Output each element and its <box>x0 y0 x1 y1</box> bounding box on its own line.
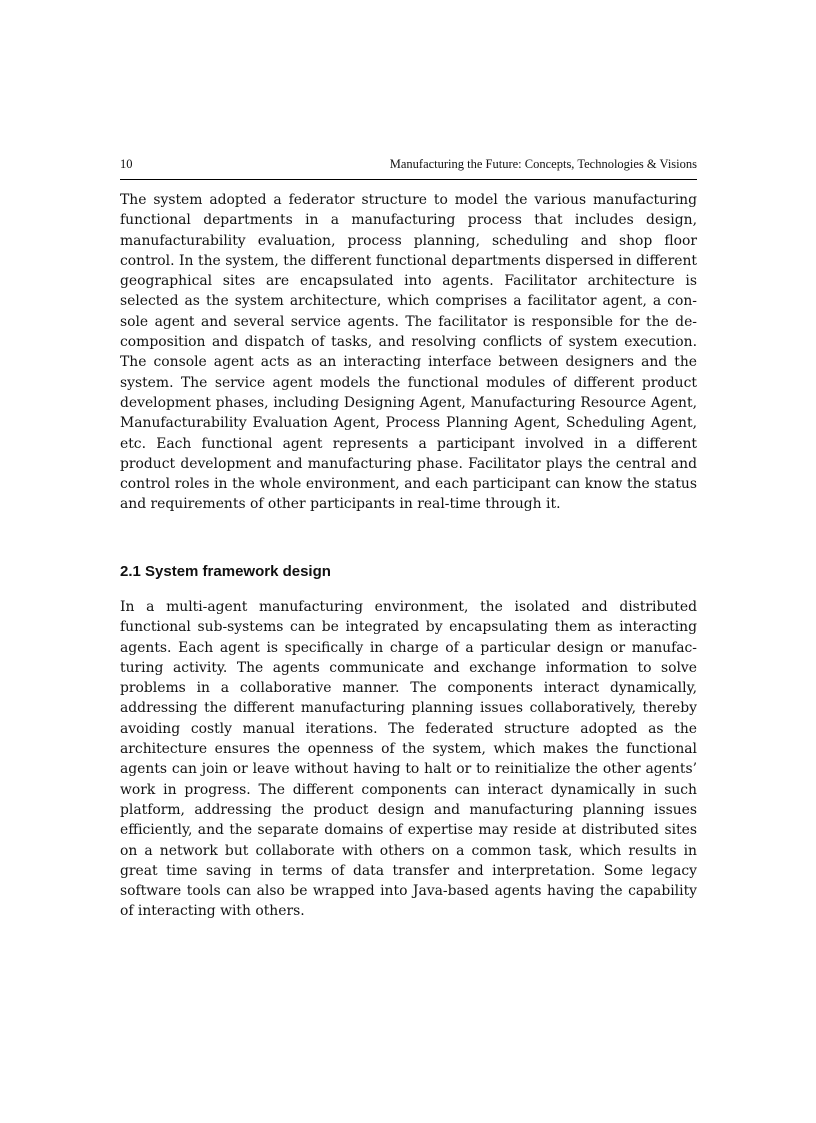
page-header <box>120 157 697 180</box>
body-paragraph-1: The system adopted a federator structure to model the various manufacturing functional departments in a manufacturing process that includes design, manufacturability evaluation, process planning, scheduling and shop floor control. In the system, the different functional departments dispersed in different geographical sites are encapsulated into agents. Facilitator architecture is selected as the system architecture, which comprises a facilitator agent, a console agent and several service agents. The facilitator is responsible for the decomposition and dispatch of tasks, and resolving conflicts of system execution. The console agent acts as an interacting interface between designers and the system. The service agent models the functional modules of different product development phases, including Designing Agent, Manufacturing Resource Agent, Manufacturability Evaluation Agent, Process Planning Agent, Scheduling Agent, etc. Each functional agent represents a participant involved in a different product development and manufacturing phase. Facilitator plays the central and control roles in the whole environment, and each participant can know the status and requirements of other participants in real-time through it. <box>120 192 697 513</box>
page-number: 10 <box>120 157 133 171</box>
section-heading: 2.1 System framework design <box>120 563 331 580</box>
body-paragraph-2: In a multi-agent manufacturing environment, the isolated and distributed functional sub-systems can be integrated by encapsulating them as interacting agents. Each agent is specifically in charge of a particular design or manufacturing activity. The agents communicate and exchange information to solve problems in a collaborative manner. The components interact dynamically, addressing the different manufacturing planning issues collaboratively, thereby avoiding costly manual iterations. The federated structure adopted as the architecture ensures the openness of the system, which makes the functional agents can join or leave without having to halt or to reinitialize the other agents’ work in progress. The different components can interact dynamically in such platform, addressing the product design and manufacturing planning issues efficiently, and the separate domains of expertise may reside at distributed sites on a network but collaborate with others on a common task, which results in great time saving in terms of data transfer and interpretation. Some legacy software tools can also be wrapped into Java-based agents having the capability of interacting with others. <box>120 599 697 920</box>
running-title: Manufacturing the Future: Concepts, Technologies & Visions <box>389 157 697 171</box>
